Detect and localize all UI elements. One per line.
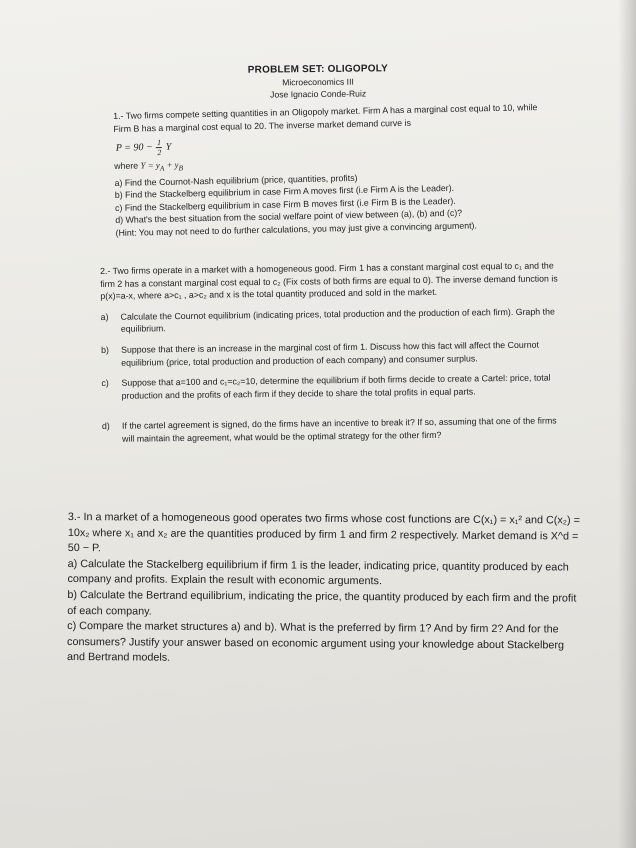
fraction-denominator: 2 xyxy=(157,148,162,158)
problem-3-b: b) Calculate the Bertrand equilibrium, indicating the price, the quantity produced by each firm and the profit of each company. xyxy=(67,588,577,618)
problem-2-item xyxy=(101,305,559,336)
subscript-b: B xyxy=(178,163,184,173)
item-label: b) xyxy=(100,344,109,355)
problem-1-a: a) Find the Cournot-Nash equilibrium (price, quantities, profits) xyxy=(114,172,358,188)
item-label: c) xyxy=(101,378,109,389)
fraction-numerator: 1 xyxy=(157,138,162,148)
problem-1 xyxy=(113,101,550,240)
problem-3-c: c) Compare the market structures a) and b). What is the preferred by firm 1? And by firm 2? And for the consumers? Justify your answer based on economic argument using your knowledge about Stackelberg and Bertrand models. xyxy=(66,620,565,665)
item-text: Suppose that a=100 and c₁=c₂=10, determine the equilibrium if both firms decide to create a Cartel: price, total production and the profits of each firm if they decide to share the total profits in equal parts. xyxy=(121,372,551,401)
problem-1-hint: (Hint: You may not need to do further calculations, you may just give a convincing argument). xyxy=(115,220,477,238)
equation-lhs: P = 90 − xyxy=(115,142,153,154)
where-plus: + y xyxy=(164,159,179,171)
problem-2 xyxy=(100,259,560,445)
subscript-a: A xyxy=(159,163,165,173)
problem-2-item xyxy=(101,372,559,403)
problem-2-item xyxy=(101,338,559,369)
problem-3-a: a) Calculate the Stackelberg equilibrium if firm 1 is the leader, indicating price, quantity produced by each company and profits. Explain the result with economic arguments. xyxy=(67,557,569,588)
problem-3 xyxy=(67,510,580,670)
problem-1-intro: 1.- Two firms compete setting quantities in an Oligopoly market. Firm A has a marginal cost equal to 10, while Firm B has a marginal cost equal to 20. The inverse market demand curve is xyxy=(113,102,538,134)
course-name: Microeconomics III xyxy=(282,76,354,88)
fraction xyxy=(156,138,162,157)
item-text: Suppose that there is an increase in the marginal cost of firm 1. Discuss how this fact will affect the Cournot equilibrium (price, total production and production of each company) and consumer surplus. xyxy=(120,339,539,368)
problem-1-b: b) Find the Stackelberg equilibrium in case Firm A moves first (i.e Firm A is the Leader). xyxy=(114,183,455,201)
where-label: where xyxy=(114,160,139,172)
page-shadow xyxy=(618,0,636,848)
page-title: PROBLEM SET: OLIGOPOLY xyxy=(247,63,389,76)
problem-1-d: d) What's the best situation from the social welfare point of view between (a), (b) and (c)? xyxy=(115,208,463,226)
equation-rhs: Y xyxy=(165,141,172,153)
problem-1-c: c) Find the Stackelberg equilibrium in case Firm B moves first (i.e Firm B is the Leader). xyxy=(114,195,456,213)
problem-2-intro: 2.- Two firms operate in a market with a homogeneous good. Firm 1 has a constant marginal cost equal to c₁ and the firm 2 has a constant marginal cost equal to c₂ (Fix costs of both firms are equal to 0). The inverse demand function is p(x)=a-x, where a>c₁ , a>c₂ and x is the total quantity produced and sold in the market. xyxy=(100,260,558,302)
where-eq-part: Y = y xyxy=(140,160,160,171)
item-text: Calculate the Cournot equilibrium (indicating prices, total production and the production of each firm). Graph the equilibrium. xyxy=(120,306,555,335)
header xyxy=(0,61,636,103)
item-text: If the cartel agreement is signed, do the firms have an incentive to break it? If so, assuming that one of the firms will maintain the agreement, what would be the optimal strategy for the other firm? xyxy=(121,415,557,444)
item-label: a) xyxy=(100,311,109,322)
problem-3-intro: 3.- In a market of a homogeneous good operates two firms whose cost functions are C(x₁) = x₁² and C(x₂) = 10x₂ where x₁ and x₂ are the quantities produced by firm 1 and firm 2 respectively. Market demand is X^d = 50 − P. xyxy=(67,510,580,555)
where-equation xyxy=(140,160,183,171)
author-name: Jose Ignacio Conde-Ruiz xyxy=(270,88,367,100)
item-label: d) xyxy=(101,421,110,432)
problem-2-item xyxy=(102,415,560,446)
